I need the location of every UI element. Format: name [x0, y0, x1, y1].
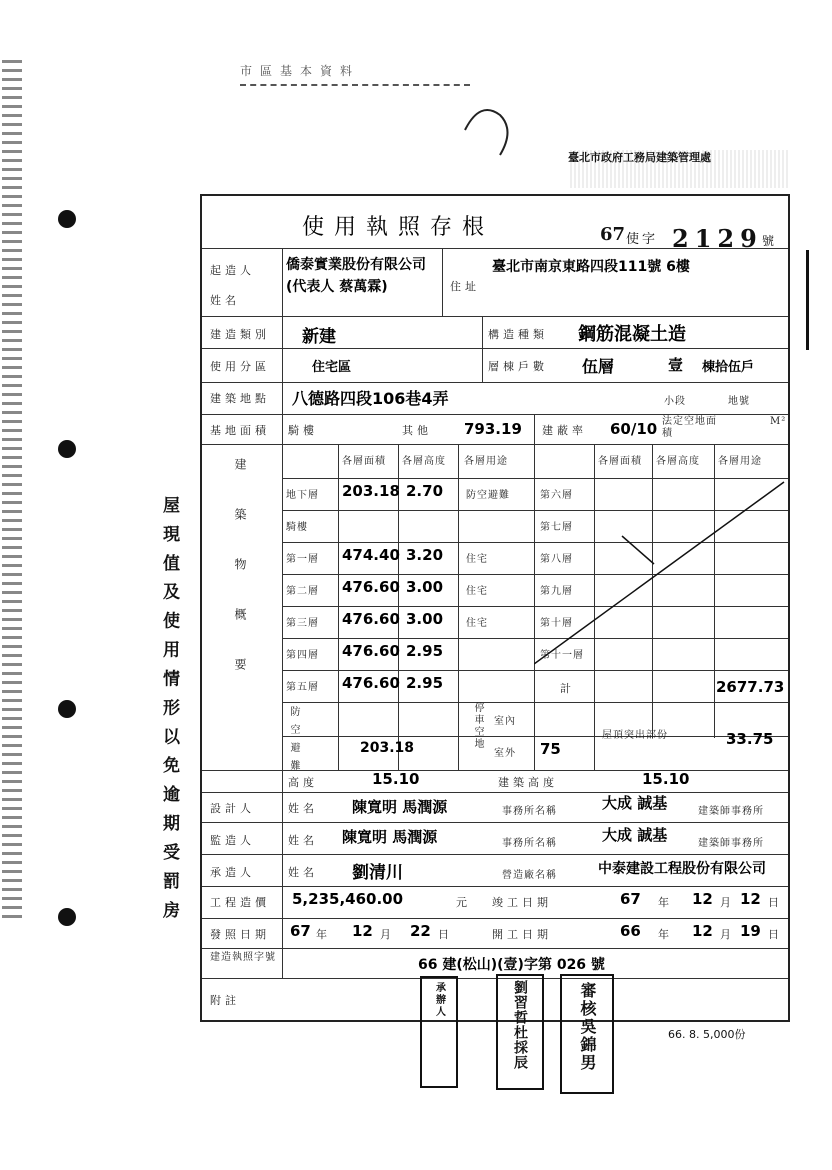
print-note: 66. 8. 5,000份 — [668, 1028, 746, 1041]
address-label: 住址 — [450, 280, 480, 293]
arcade-label: 騎樓 — [288, 424, 318, 437]
builder-address: 臺北市南京東路四段111號 6樓 — [492, 259, 690, 275]
permit-number-label: 建造執照字號 — [210, 952, 276, 963]
designer-label: 設計人 — [210, 802, 255, 815]
builder-name: 僑泰實業股份有限公司 — [286, 257, 426, 273]
form-title: 使用執照存根 — [302, 215, 495, 240]
building-summary-label: 建築物概要 — [233, 458, 247, 708]
completion-month-label: 月 — [720, 896, 735, 909]
contractor-firm-label: 營造廠名稱 — [502, 870, 557, 881]
issue-year-label: 年 — [316, 928, 331, 941]
roof-area-value: 33.75 — [726, 730, 774, 748]
building-height-label: 建築高度 — [498, 776, 558, 789]
supervisor-value: 陳寬明 馬潤源 — [342, 828, 438, 846]
binder-hole — [58, 908, 76, 926]
supervisor-name-label: 姓名 — [288, 834, 318, 847]
designer-name-label: 姓名 — [288, 802, 318, 815]
start-day-label: 日 — [768, 928, 783, 941]
top-scribble — [460, 100, 520, 160]
designer-architect-label: 建築師事務所 — [698, 806, 764, 817]
issue-year: 67 — [290, 922, 311, 940]
remarks-label: 附註 — [210, 994, 240, 1007]
structure-value: 鋼筋混凝土造 — [578, 324, 686, 345]
permit-form: 使用執照存根 67 使字 2129 號 起造人 姓名 僑泰實業股份有限公司 (代表人 蔡萬霖) 住址 臺北市南京東路四段111號 6樓 建造類別 新建 構造種類 鋼筋混凝土造 使用分區 住宅區 層棟戶數 伍層 壹 棟拾伍戶 建築地點 八德路四段106巷4弄 地號 小段 基地面積 騎樓 其他 793.19 建蔽率 60/10 法定空地面積 M² 建築物概要 各層面積 各層高度 各層用途 各層面積 各層高度 各層用途 地下層 203.18 2.70 防空避難 騎樓 第一層 474.40 3.20 住宅 第二層 476.60 3.00 住宅 第三層 476.60 3.00 住宅 第四層 476.60 2.95 第五層 476.60 2.95 第六層 第七層 第八層 第九層 第十層 第十一層 計 2677.73 防空避難 203.18 停車空地 室內 室外 75 屋頂突出部份 33.75 高度 15.10 建築高度 15.10 設計人 姓名 陳寬明 馬潤源 事務所名稱 大成 誠基 建築師事務所 監造人 姓名 陳寬明 馬潤源 事務所名稱 大成 誠基 建築師事務所 承造人 姓名 劉清川 營造廠名稱 中泰建設工程股份有限公司 工程造價 5,235,460.00 元 竣工日期 67 年 12 月 12 日 發照日期 67 年 12 月 22 日 開工日期 66 年 12 月 19 日 建造執照字號 66 建(松山)(壹)字第 026 號 附註 — [200, 194, 790, 1022]
outdoor-parking-value: 75 — [540, 740, 561, 758]
crossed-out-lines — [534, 478, 788, 668]
designer-value: 陳寬明 馬潤源 — [352, 798, 448, 816]
legal-open-area-label: 法定空地面積 — [662, 416, 717, 439]
contractor-value: 劉清川 — [352, 863, 403, 883]
cost-value: 5,235,460.00 — [292, 890, 404, 908]
issue-month-label: 月 — [380, 928, 395, 941]
approval-stamp-1: 承辦人 — [420, 976, 458, 1088]
scan-edge — [2, 60, 22, 920]
floors-label: 層棟戶數 — [488, 360, 548, 373]
approval-stamp-3: 審核吳錦男 — [560, 974, 614, 1094]
start-date-label: 開工日期 — [492, 928, 552, 941]
left-area-header: 各層面積 — [342, 456, 386, 467]
outdoor-label: 室外 — [494, 748, 516, 759]
air-raid-area: 203.18 — [360, 740, 415, 756]
category-value: 新建 — [302, 327, 336, 347]
left-margin-note: 屋 現 值 及 使 用 情 形 以 免 逾 期 受 罰 房 — [159, 496, 179, 921]
other-label: 其他 — [402, 424, 432, 437]
start-month-label: 月 — [720, 928, 735, 941]
right-use-header: 各層用途 — [718, 456, 762, 467]
other-area-value: 793.19 — [464, 420, 522, 438]
floor-11-label: 第十一層 — [540, 650, 584, 661]
floor-7-label: 第七層 — [540, 522, 573, 533]
indoor-label: 室內 — [494, 716, 516, 727]
designer-office-value: 大成 誠基 — [602, 794, 668, 812]
start-year: 66 — [620, 922, 641, 940]
zone-value: 住宅區 — [312, 360, 352, 375]
binder-hole — [58, 440, 76, 458]
location-value: 八德路四段106巷4弄 — [292, 389, 449, 408]
designer-office-label: 事務所名稱 — [502, 806, 557, 817]
right-height-header: 各層高度 — [656, 456, 700, 467]
floor-10-label: 第十層 — [540, 618, 573, 629]
courtyard-label: 停車空地 — [472, 702, 483, 750]
completion-year-label: 年 — [658, 896, 673, 909]
number-prefix: 67 — [600, 224, 626, 245]
subsection-label: 小段 — [664, 396, 686, 407]
supervisor-office-value: 大成 誠基 — [602, 826, 668, 844]
coverage-label: 建蔽率 — [542, 424, 587, 437]
floor-8-label: 第八層 — [540, 554, 573, 565]
completion-label: 竣工日期 — [492, 896, 552, 909]
floor-9-label: 第九層 — [540, 586, 573, 597]
builder-rep: (代表人 蔡萬霖) — [286, 279, 388, 295]
category-label: 建造類別 — [210, 328, 270, 341]
building-height-value: 15.10 — [642, 770, 690, 788]
name-label: 姓名 — [210, 294, 240, 307]
scan-edge-right — [806, 250, 809, 350]
supervisor-label: 監造人 — [210, 834, 255, 847]
cost-label: 工程造價 — [210, 896, 270, 909]
binder-hole — [58, 210, 76, 228]
height-label: 高度 — [288, 776, 318, 789]
coverage-value: 60/10 — [610, 420, 658, 438]
height-value: 15.10 — [372, 770, 420, 788]
contractor-name-label: 姓名 — [288, 866, 318, 879]
m2-unit: M² — [770, 416, 787, 427]
number-label: 使字 — [626, 232, 659, 247]
air-raid-label: 防空避難 — [288, 706, 299, 778]
start-month: 12 — [692, 922, 713, 940]
buildings-value: 壹 — [668, 356, 684, 374]
roof-protrusion-label: 屋頂突出部份 — [602, 730, 668, 741]
total-area-value: 2677.73 — [716, 678, 785, 696]
approval-stamp-2: 劉習哲杜採辰 — [496, 974, 544, 1090]
permit-number-value: 66 建(松山)(壹)字第 026 號 — [418, 957, 605, 973]
start-year-label: 年 — [658, 928, 673, 941]
issue-day: 22 — [410, 922, 431, 940]
site-area-label: 基地面積 — [210, 424, 270, 437]
lot-number-label: 地號 — [728, 396, 750, 407]
permit-number: 2129 — [672, 224, 763, 253]
issue-date-label: 發照日期 — [210, 928, 270, 941]
issue-month: 12 — [352, 922, 373, 940]
units-value: 棟拾伍戶 — [702, 360, 755, 375]
floors-value: 伍層 — [582, 357, 615, 376]
binder-hole — [58, 700, 76, 718]
currency-label: 元 — [456, 896, 471, 909]
left-use-header: 各層用途 — [464, 456, 508, 467]
contractor-label: 承造人 — [210, 866, 255, 879]
top-right-stamp: 臺北市政府工務局建築管理處 — [568, 150, 788, 188]
completion-month: 12 — [692, 890, 713, 908]
zone-label: 使用分區 — [210, 360, 270, 373]
right-area-header: 各層面積 — [598, 456, 642, 467]
top-header-strip: 市區基本資料 — [240, 62, 470, 86]
floor-6-label: 第六層 — [540, 490, 573, 501]
total-label: 計 — [560, 682, 575, 695]
supervisor-office-label: 事務所名稱 — [502, 838, 557, 849]
builder-label: 起造人 — [210, 264, 255, 277]
contractor-firm-value: 中泰建設工程股份有限公司 — [598, 861, 766, 877]
structure-label: 構造種類 — [488, 328, 548, 341]
start-day: 19 — [740, 922, 761, 940]
completion-day: 12 — [740, 890, 761, 908]
issue-day-label: 日 — [438, 928, 453, 941]
number-suffix: 號 — [762, 234, 775, 248]
completion-year: 67 — [620, 890, 641, 908]
location-label: 建築地點 — [210, 392, 270, 405]
left-height-header: 各層高度 — [402, 456, 446, 467]
completion-day-label: 日 — [768, 896, 783, 909]
supervisor-architect-label: 建築師事務所 — [698, 838, 764, 849]
